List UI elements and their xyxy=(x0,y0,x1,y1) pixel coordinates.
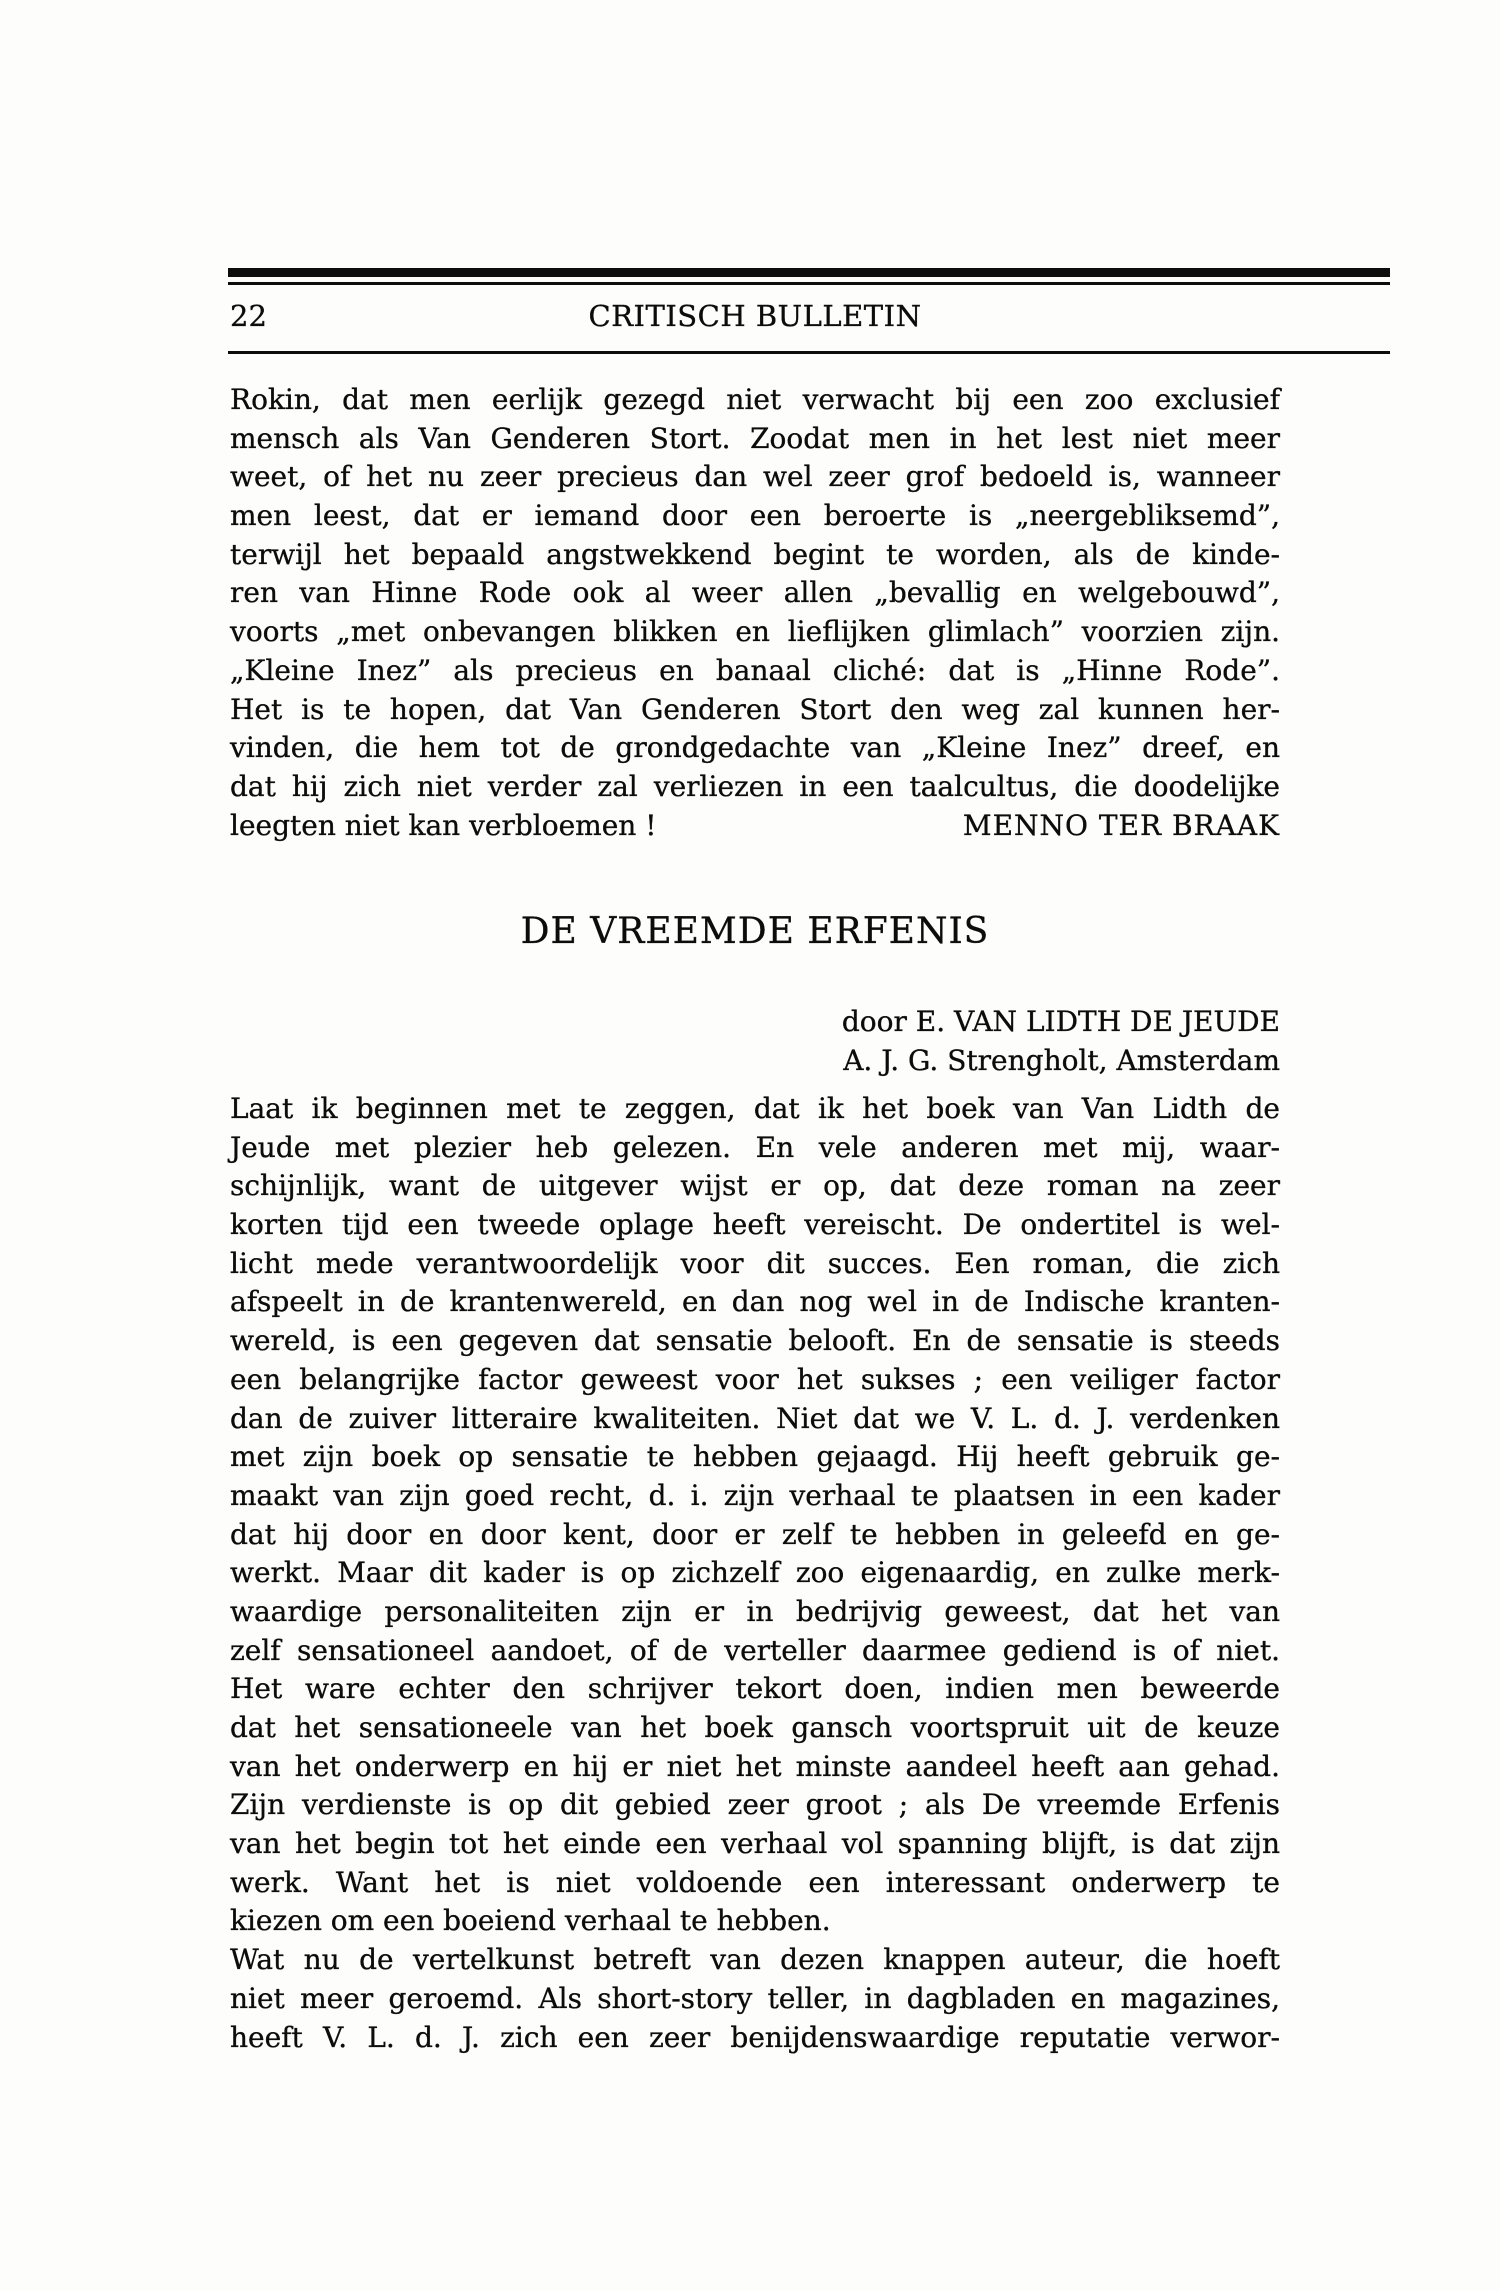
header-bottom-rule xyxy=(228,351,1390,354)
book-title-heading: DE VREEMDE ERFENIS xyxy=(520,911,990,952)
text-line: men leest, dat er iemand door een beroerte is „neergebliksemd”, xyxy=(230,499,1280,533)
text-line: weet, of het nu zeer precieus dan wel zeer grof bedoeld is, wanneer xyxy=(230,460,1280,494)
text-line: een belangrijke factor geweest voor het sukses ; een veiliger factor xyxy=(230,1362,1280,1396)
byline-block xyxy=(230,1003,1280,1080)
text-line: waardige personaliteiten zijn er in bedrijvig geweest, dat het van xyxy=(230,1594,1280,1628)
text-line: „Kleine Inez” als precieus en banaal cliché: dat is „Hinne Rode”. xyxy=(230,653,1280,687)
top-double-rule-thick xyxy=(228,268,1390,277)
text-line: Rokin, dat men eerlijk gezegd niet verwacht bij een zoo exclusief xyxy=(230,383,1280,416)
review-vreemde-erfenis-body xyxy=(230,1090,1280,2057)
text-line: van het onderwerp en hij er niet het minste aandeel heeft aan gehad. xyxy=(230,1749,1280,1783)
text-line: Het ware echter den schrijver tekort doen, indien men beweerde xyxy=(230,1672,1280,1706)
text-line: dan de zuiver litteraire kwaliteiten. Niet dat we V. L. d. J. verdenken xyxy=(230,1401,1280,1435)
text-line: dat hij zich niet verder zal verliezen in een taalcultus, die doodelijke xyxy=(230,769,1280,803)
review-menno-ter-braak-paragraph xyxy=(230,381,1280,845)
text-line: van het begin tot het einde een verhaal vol spanning blijft, is dat zijn xyxy=(230,1827,1280,1861)
text-line: vinden, die hem tot de grondgedachte van „Kleine Inez” dreef, en xyxy=(230,731,1280,765)
text-line: korten tijd een tweede oplage heeft vereischt. De ondertitel is wel- xyxy=(230,1208,1280,1242)
byline-author: door E. VAN LIDTH DE JEUDE xyxy=(841,1005,1280,1038)
text-line: met zijn boek op sensatie te hebben gejaagd. Hij heeft gebruik ge- xyxy=(230,1440,1280,1474)
reviewer-signature: MENNO TER BRAAK xyxy=(962,808,1280,842)
text-line: niet meer geroemd. Als short-story teller, in dagbladen en magazines, xyxy=(230,1981,1280,2015)
text-line: Wat nu de vertelkunst betreft van dezen knappen auteur, die hoeft xyxy=(230,1943,1280,1977)
text-line: Zijn verdienste is op dit gebied zeer groot ; als De vreemde Erfenis xyxy=(230,1788,1280,1822)
byline-publisher: A. J. G. Strengholt, Amsterdam xyxy=(843,1043,1280,1077)
journal-title: CRITISCH BULLETIN xyxy=(588,299,922,333)
top-double-rule-thin xyxy=(228,282,1390,285)
text-line: terwijl het bepaald angstwekkend begint te worden, als de kinde- xyxy=(230,537,1280,571)
text-line: maakt van zijn goed recht, d. i. zijn verhaal te plaatsen in een kader xyxy=(230,1478,1280,1512)
text-line: wereld, is een gegeven dat sensatie belooft. En de sensatie is steeds xyxy=(230,1324,1280,1358)
running-header xyxy=(230,296,1280,336)
closing-line: leegten niet kan verbloemen ! xyxy=(230,808,657,842)
text-line: afspeelt in de krantenwereld, en dan nog wel in de Indische kranten- xyxy=(230,1285,1280,1319)
text-line: Laat ik beginnen met te zeggen, dat ik het boek van Van Lidth de xyxy=(230,1092,1280,1125)
text-line: heeft V. L. d. J. zich een zeer benijdenswaardige reputatie verwor- xyxy=(230,2020,1280,2054)
text-line: ren van Hinne Rode ook al weer allen „bevallig en welgebouwd”, xyxy=(230,576,1280,610)
page-number: 22 xyxy=(230,299,267,333)
text-line: werk. Want het is niet voldoende een interessant onderwerp te xyxy=(230,1865,1280,1899)
text-line: Het is te hopen, dat Van Genderen Stort den weg zal kunnen her- xyxy=(230,692,1280,726)
text-line: mensch als Van Genderen Stort. Zoodat men in het lest niet meer xyxy=(230,421,1280,455)
text-line: licht mede verantwoordelijk voor dit succes. Een roman, die zich xyxy=(230,1246,1280,1280)
text-line: kiezen om een boeiend verhaal te hebben. xyxy=(230,1904,831,1938)
text-line: dat het sensationeele van het boek gansch voortspruit uit de keuze xyxy=(230,1711,1280,1744)
text-line: zelf sensationeel aandoet, of de verteller daarmee gediend is of niet. xyxy=(230,1633,1280,1667)
text-line: schijnlijk, want de uitgever wijst er op, dat deze roman na zeer xyxy=(230,1169,1280,1203)
text-line: voorts „met onbevangen blikken en lieflijken glimlach” voorzien zijn. xyxy=(230,615,1280,649)
closing-line-row xyxy=(230,807,1280,846)
text-line: werkt. Maar dit kader is op zichzelf zoo eigenaardig, en zulke merk- xyxy=(230,1556,1280,1590)
text-line: Jeude met plezier heb gelezen. En vele anderen met mij, waar- xyxy=(230,1130,1280,1164)
text-line: dat hij door en door kent, door er zelf te hebben in geleefd en ge- xyxy=(230,1517,1280,1551)
